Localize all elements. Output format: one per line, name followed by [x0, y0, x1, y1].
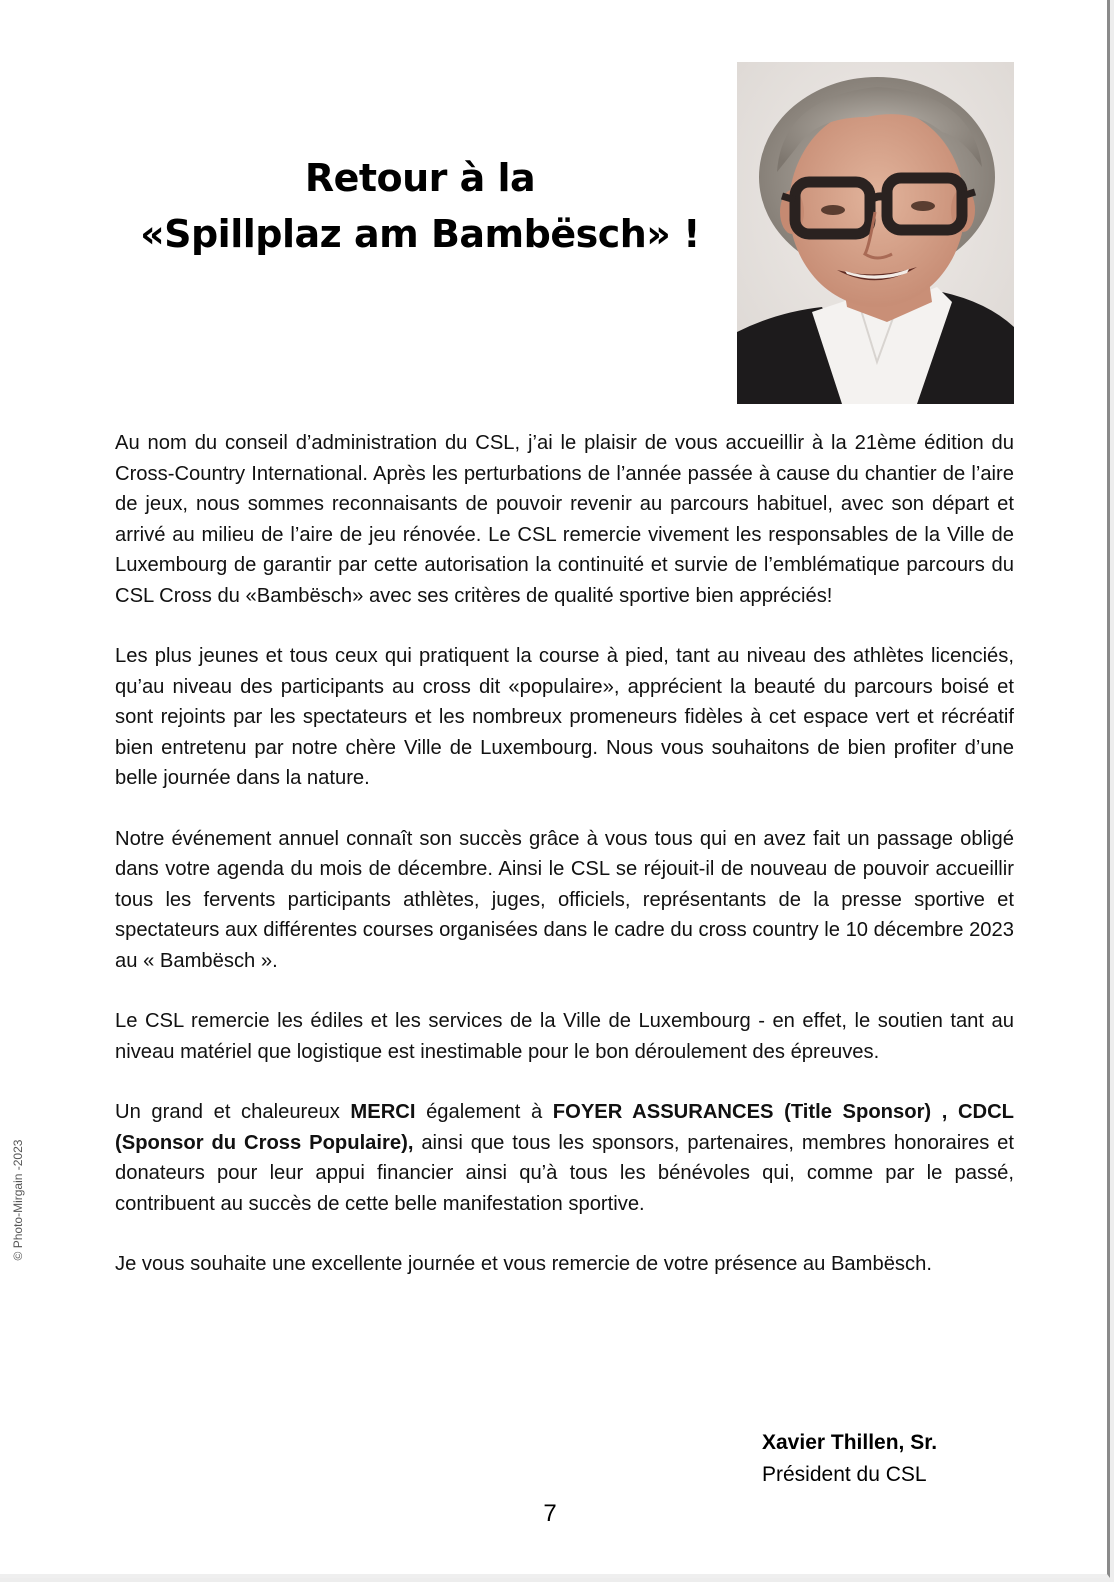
photo-credit: © Photo-Mirgain -2023: [11, 1139, 25, 1261]
page-number: 7: [543, 1500, 557, 1527]
portrait-photo: [737, 62, 1014, 404]
sponsors-text-2: également à: [415, 1101, 553, 1123]
signature-block: [762, 1427, 937, 1491]
signatory-name: Xavier Thillen, Sr.: [762, 1431, 938, 1454]
paragraph-closing: Je vous souhaite une excellente journée et vous remercie de votre présence au Bambësch.: [115, 1253, 932, 1275]
sponsors-text-1: Un grand et chaleureux: [115, 1101, 351, 1123]
merci-emphasis: MERCI: [350, 1101, 416, 1123]
page-title: [100, 150, 740, 262]
sponsor-names: FOYER ASSURANCES (Title Sponsor) , CDCL (Sponsor du Cross Populaire),: [115, 1101, 1015, 1154]
paragraph-event: Notre événement annuel connaît son succès grâce à vous tous qui en avez fait un passage obligé dans votre agenda du mois de décembre. Ainsi le CSL se réjouit-il de nouveau de pouvoir accueillir tous les fervents participants athlètes, juges, officiels, représentants de la presse sportive et spectateurs aux différentes courses organisées dans le cadre du cross country le 10 décembre 2023 au « Bambësch ».: [115, 827, 1014, 972]
paragraph-welcome: Au nom du conseil d’administration du CSL, j’ai le plaisir de vous accueillir à la 21ème édition du Cross-Country International. Après les perturbations de l’année passée à cause du chantier de l’aire de jeux, nous sommes reconnaisants de pouvoir revenir au parcours habituel, avec son départ et arrivé au milieu de l’aire de jeu rénovée. Le CSL remercie vivement les responsables de la Ville de Luxembourg de garantir par cette autorisation la continuité et survie de l’emblématique parcours du CSL Cross du «Bambësch» avec ses critères de qualité sportive bien appréciés!: [115, 432, 1014, 607]
sponsors-text-3: ainsi que tous les sponsors, partenaires, membres honoraires et donateurs pour leur appui financier ainsi qu’à tous les bénévoles qui, comme par le passé, contribuent au succès de cette belle manifestation sportive.: [115, 1131, 1014, 1215]
title-line-1: Retour à la: [304, 156, 536, 200]
paragraph-runners: Les plus jeunes et tous ceux qui pratiquent la course à pied, tant au niveau des athlètes licenciés, qu’au niveau des participants au cross dit «populaire», apprécient la beauté du parcours boisé et sont rejoints par les spectateurs et les nombreux promeneurs fidèles à cet espace vert et récréatif bien entretenu par notre chère Ville de Luxembourg. Nous vous souhaitons de bien profiter d’une belle journée dans la nature.: [115, 645, 1014, 789]
portrait-image: [737, 62, 1014, 404]
paragraph-sponsors: [115, 1097, 1014, 1219]
signatory-role: Président du CSL: [762, 1463, 927, 1486]
paragraph-city-thanks: Le CSL remercie les édiles et les services de la Ville de Luxembourg - en effet, le soutien tant au niveau matériel que logistique est inestimable pour le bon déroulement des épreuves.: [115, 1010, 1014, 1063]
letter-body: [115, 428, 1014, 1310]
title-line-2: «Spillplaz am Bambësch» !: [140, 212, 700, 256]
